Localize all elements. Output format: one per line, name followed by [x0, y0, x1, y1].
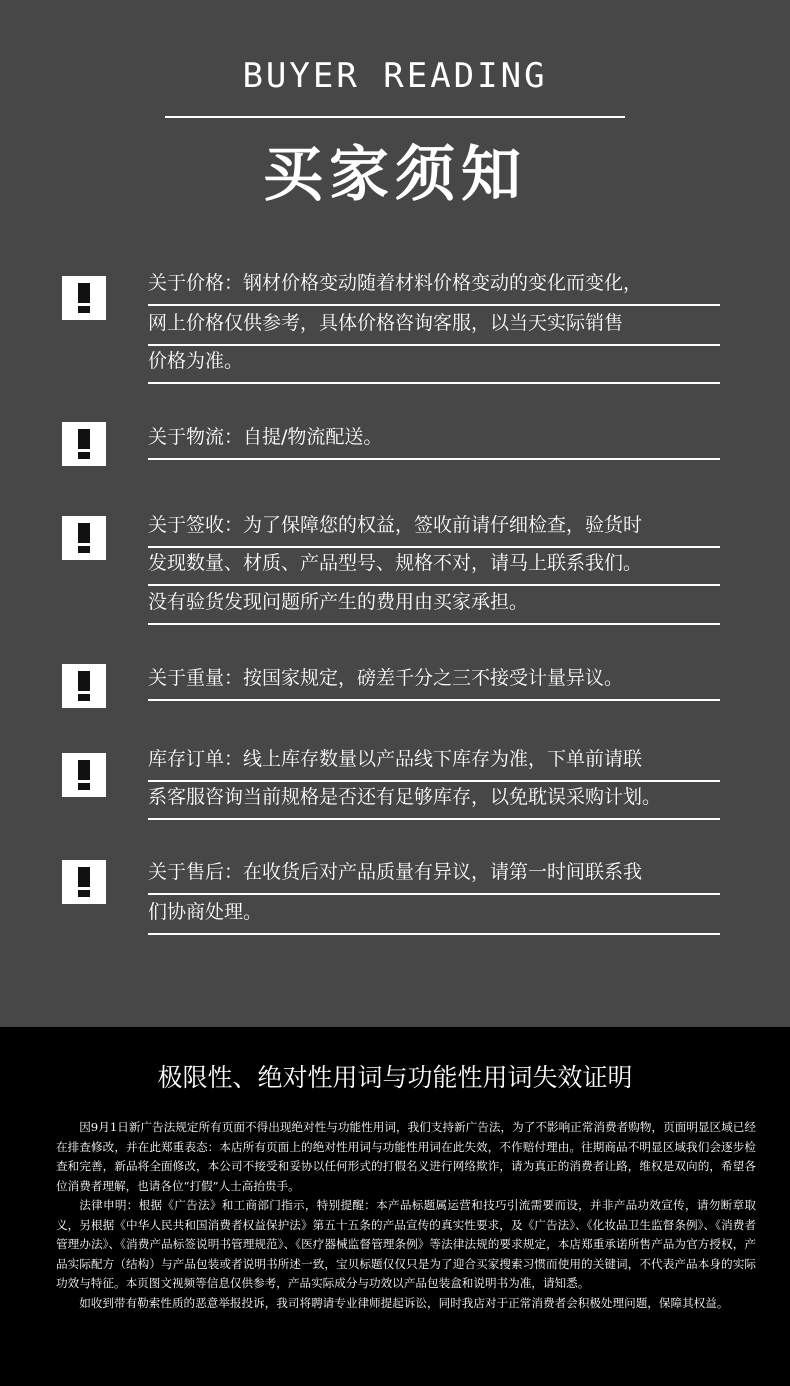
exclamation-icon	[62, 664, 106, 708]
notice-line: 系客服咨询当前规格是否还有足够库存，以免耽误采购计划。	[148, 780, 720, 820]
notice-line: 关于重量：按国家规定，磅差千分之三不接受计量异议。	[148, 661, 720, 701]
legal-paragraph: 因9月1日新广告法规定所有页面不得出现绝对性与功能性用词，我们支持新广告法，为了不影响正常消费者购物，页面明显区域已经在排查修改，并在此郑重表态：本店所有页面上的绝对性用词与功能性用词在此失效，不作赔付理由。往期商品不明显区域我们会逐步检查和完善，新品将全面修改，本公司不接受和妥协以任何形式的打假名义进行网络欺诈，请为真正的消费者让路，维权是双向的，希望各位消费者理解，也请各位“打假”人士高抬贵手。	[56, 1120, 756, 1193]
notice-line: 关于物流：自提/物流配送。	[148, 420, 720, 460]
chinese-title: 买家须知	[263, 140, 527, 210]
exclamation-icon	[62, 422, 106, 466]
english-title: BUYER READING	[242, 56, 548, 96]
legal-statement	[56, 1118, 756, 1313]
exclamation-icon	[62, 516, 106, 560]
notice-line: 没有验货发现问题所产生的费用由买家承担。	[148, 585, 720, 625]
legal-paragraph: 法律申明：根据《广告法》和工商部门指示，特别提醒：本产品标题属运营和技巧引流需要而设，并非产品功效宣传，请勿断章取义，另根据《中华人民共和国消费者权益保护法》第五十五条的产品宣传的真实性要求，及《广告法》、《化妆品卫生监督条例》、《消费者管理办法》、《消费产品标签说明书管理规范》、《医疗器械监督管理条例》等法律法规的要求规定，本店郑重承诺所售产品为官方授权，产品实际配方（结构）与产品包装或者说明书所述一致，宝贝标题仅仅只是为了迎合买家搜索习惯而使用的关键词，不代表产品本身的实际功效与特征。本页图文视频等信息仅供参考，产品实际成分与功效以产品包装盒和说明书为准，请知悉。	[56, 1198, 756, 1290]
notice-line: 发现数量、材质、产品型号、规格不对，请马上联系我们。	[148, 546, 720, 586]
legal-title: 极限性、绝对性用词与功能性用词失效证明	[157, 1063, 633, 1092]
notice-line: 关于价格：钢材价格变动随着材料价格变动的变化而变化，	[148, 266, 720, 306]
exclamation-icon	[62, 860, 106, 904]
exclamation-icon	[62, 753, 106, 797]
notice-line: 关于售后：在收货后对产品质量有异议，请第一时间联系我	[148, 855, 720, 895]
exclamation-icon	[62, 276, 106, 320]
notice-line: 关于签收：为了保障您的权益，签收前请仔细检查，验货时	[148, 508, 720, 548]
notice-line: 网上价格仅供参考，具体价格咨询客服，以当天实际销售	[148, 306, 720, 346]
notice-line: 价格为准。	[148, 344, 720, 384]
notice-line: 们协商处理。	[148, 895, 720, 935]
legal-paragraph: 如收到带有勒索性质的恶意举报投诉，我司将聘请专业律师提起诉讼，同时我店对于正常消费者会积极处理问题，保障其权益。	[79, 1295, 729, 1310]
title-divider	[165, 116, 625, 118]
notice-line: 库存订单：线上库存数量以产品线下库存为准，下单前请联	[148, 742, 720, 782]
